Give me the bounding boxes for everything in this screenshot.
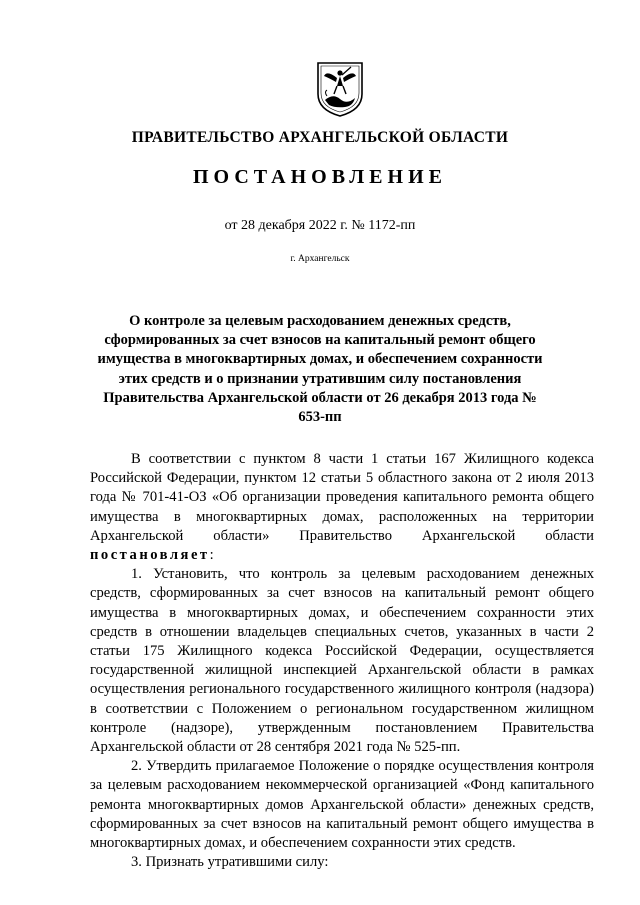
item-3-paragraph: 3. Признать утратившими силу: [131,854,329,871]
coat-of-arms-emblem [315,60,365,118]
document-type-title: ПОСТАНОВЛЕНИЕ [193,166,447,188]
item-2-paragraph: 2. Утвердить прилагаемое Положение о порядке осуществления контроля за целевым расходованием некоммерческой организацией «Фонд капитального ремонта многоквартирных домов Архангельской области» денежных средств, сформированных за счет взносов на капитальный ремонт общего имущества в многоквартирных домах, и обеспечением сохранности этих средств. [90,758,594,852]
resolves-colon: : [209,547,214,564]
city-name: г. Архангельск [290,254,350,264]
resolution-heading: О контроле за целевым расходованием денежных средств, сформированных за счет взносов на капитальный ремонт общего имущества в многоквартирных домах, и обеспечением сохранности этих средств и о признании утратившим силу постановления Правительства Архангельской области от 26 декабря 2013 года № 653-пп [97,313,543,426]
item-1-paragraph: 1. Установить, что контроль за целевым расходованием денежных средств, сформированных за счет взносов на капитальный ремонт общего имущества в многоквартирных домах, и обеспечением сохранности этих средств в отношении владельцев специальных счетов, указанных в части 2 статьи 175 Жилищного кодекса Российской Федерации, осуществляется государственной жилищной инспекцией Архангельской области в рамках осуществления регионального государственного жилищного контроля (надзора) в соответствии с Положением о региональном государственном жилищном контроле (надзоре), утвержденным постановлением Правительства Архангельской области от 28 сентября 2021 года № 525-пп. [90,566,594,756]
intro-paragraph [90,450,594,565]
resolution-body [90,450,594,872]
date-and-number: от 28 декабря 2022 г. № 1172-пп [224,218,416,233]
government-name: ПРАВИТЕЛЬСТВО АРХАНГЕЛЬСКОЙ ОБЛАСТИ [131,129,509,146]
intro-text: В соответствии с пунктом 8 части 1 статьи 167 Жилищного кодекса Российской Федерации, пунктом 12 статьи 5 областного закона от 2 июля 2013 года № 701-41-ОЗ «Об организации проведения капитального ремонта общего имущества в многоквартирных домах, расположенных на территории Архангельской области» Правительство Архангельской области [90,451,594,544]
resolves-word: постановляет [90,547,210,564]
